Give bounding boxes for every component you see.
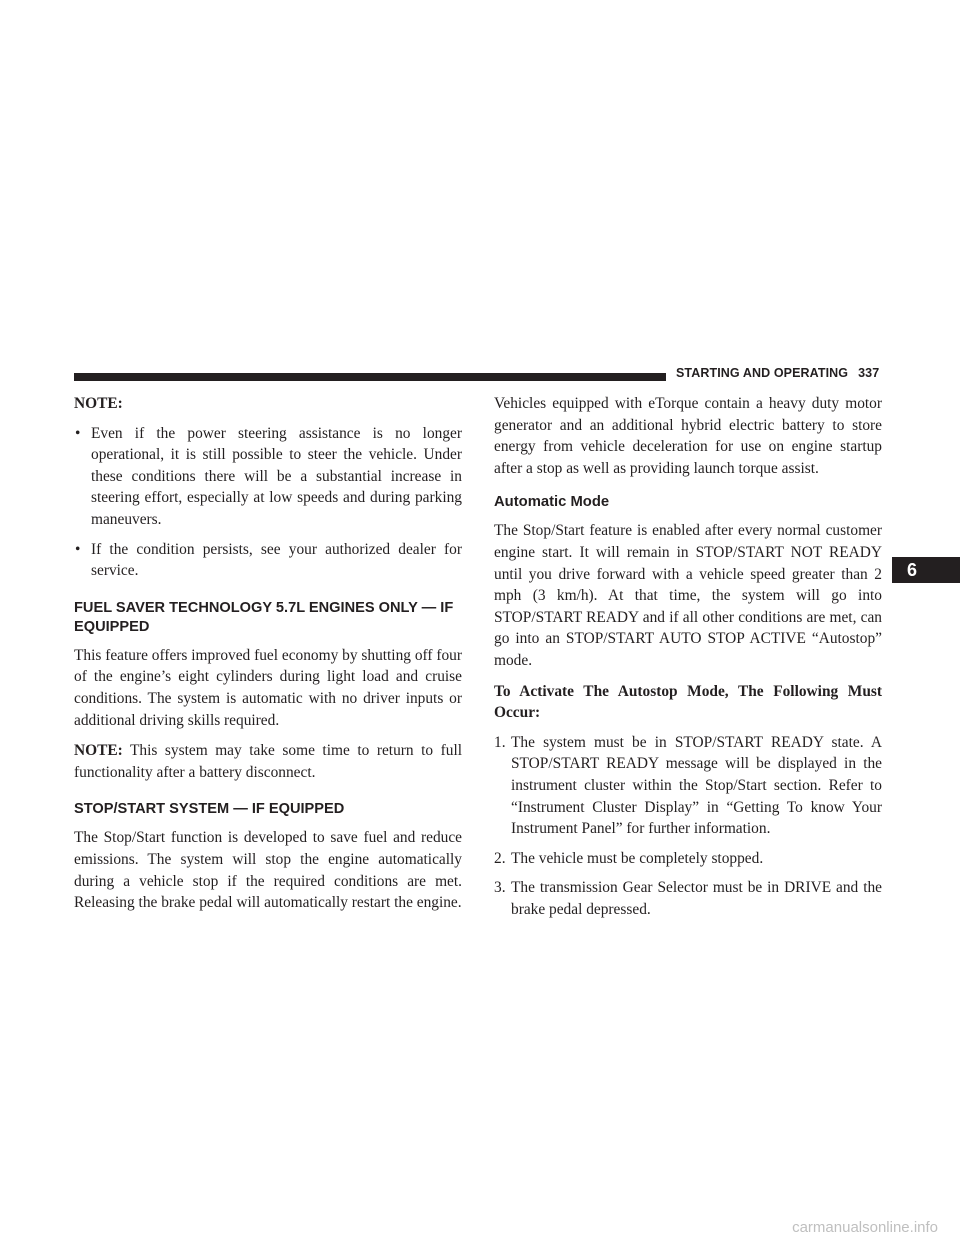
step-number: 3. <box>494 879 506 897</box>
step-number: 2. <box>494 849 506 867</box>
activate-lead: To Activate The Autostop Mode, The Following Must Occur: <box>494 682 882 722</box>
bullet-text: Even if the power steering assistance is no longer operational, it is still possible to steer the vehicle. Under these conditions there will be a substantial increase in steering effort, especially at low speeds and during parking maneuvers. <box>91 424 462 528</box>
fuel-saver-heading: FUEL SAVER TECHNOLOGY 5.7L ENGINES ONLY — IF EQUIPPED <box>74 599 454 635</box>
page-number: 337 <box>858 366 880 380</box>
note-bullet-list <box>74 423 462 582</box>
stop-start-paragraph: The Stop/Start function is developed to save fuel and reduce emissions. The system will stop the engine automatically during a vehicle stop if the required conditions are met. Releasing the brake pedal will automatically restart the engine. <box>74 829 462 912</box>
automatic-mode-paragraph: The Stop/Start feature is enabled after every normal customer engine start. It will remain in STOP/START NOT READY until you drive forward with a vehicle speed greater than 2 mph (3 km/h). At that time, the system will go into STOP/START READY and if all other conditions are met, can go into an STOP/START AUTO STOP ACTIVE “Autostop” mode. <box>494 522 882 669</box>
step-number: 1. <box>494 733 506 751</box>
chapter-tab: 6 <box>892 557 960 583</box>
list-item <box>494 732 882 840</box>
section-title: STARTING AND OPERATING <box>676 366 849 380</box>
header-rule <box>74 373 666 381</box>
list-item <box>74 423 462 531</box>
watermark: carmanualsonline.info <box>792 1219 938 1236</box>
bullet-icon: • <box>75 424 81 442</box>
fuel-saver-note <box>74 740 462 783</box>
note-label: NOTE: <box>74 742 123 760</box>
step-text: The transmission Gear Selector must be in DRIVE and the brake pedal depressed. <box>511 879 882 918</box>
autostop-steps <box>494 732 882 921</box>
running-header <box>676 366 879 380</box>
step-text: The system must be in STOP/START READY state. A STOP/START READY message will be displayed in the instrument cluster within the Stop/Start section. Refer to “Instrument Cluster Display” in “Getting To know Your Instrument Panel” for further information. <box>511 733 882 838</box>
list-item <box>494 877 882 920</box>
bullet-icon: • <box>75 540 81 558</box>
list-item <box>494 848 882 870</box>
automatic-mode-heading: Automatic Mode <box>494 494 610 511</box>
list-item <box>74 539 462 582</box>
right-column <box>494 393 882 928</box>
note-label: NOTE: <box>74 395 123 412</box>
etorque-paragraph: Vehicles equipped with eTorque contain a heavy duty motor generator and an additional hybrid electric battery to store energy from vehicle deceleration for use on engine startup after a stop as well as providing launch torque assist. <box>494 395 882 477</box>
stop-start-heading: STOP/START SYSTEM — IF EQUIPPED <box>74 801 345 818</box>
left-column <box>74 393 462 923</box>
bullet-text: If the condition persists, see your authorized dealer for service. <box>91 540 462 580</box>
fuel-saver-paragraph: This feature offers improved fuel economy by shutting off four of the engine’s eight cylinders during light load and cruise conditions. The system is automatic with no driver inputs or additional driving skills required. <box>74 646 462 729</box>
step-text: The vehicle must be completely stopped. <box>511 849 764 867</box>
note-text: This system may take some time to return to full functionality after a battery disconnect. <box>74 742 462 781</box>
